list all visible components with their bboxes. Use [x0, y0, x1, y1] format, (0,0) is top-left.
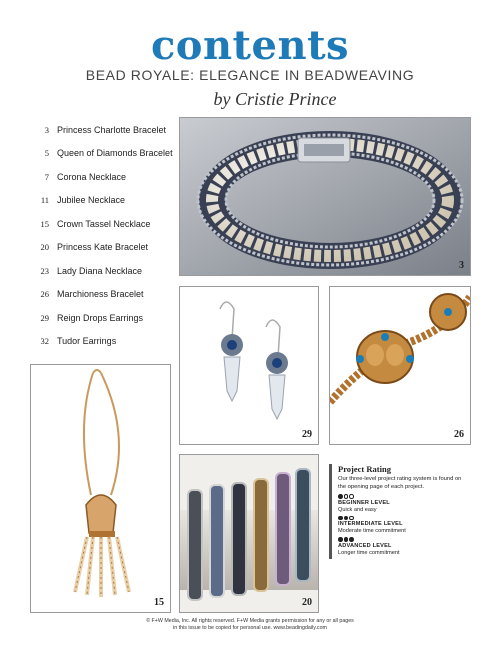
rating-description: Our three-level project rating system is found on the opening page of each project. — [338, 476, 462, 490]
empty-dot-icon — [344, 494, 349, 499]
toc-title: Reign Drops Earrings — [57, 312, 144, 323]
toc-item[interactable] — [28, 236, 188, 260]
toc-item[interactable] — [28, 283, 188, 307]
table-of-contents — [28, 118, 188, 353]
photo-page-number: 20 — [302, 597, 312, 608]
filled-dot-icon — [344, 516, 349, 521]
author-byline: by Cristie Prince — [213, 89, 337, 109]
level-detail: Moderate time commitment — [338, 528, 406, 534]
toc-title: Crown Tassel Necklace — [57, 218, 151, 229]
toc-item[interactable] — [28, 142, 188, 166]
copyright-footer — [0, 618, 500, 632]
rating-level-intermediate — [338, 516, 469, 536]
page-title: contents — [150, 22, 350, 69]
level-name: BEGINNER LEVEL — [338, 499, 390, 506]
toc-title: Queen of Diamonds Bracelet — [57, 148, 173, 159]
toc-page-number: 15 — [40, 218, 49, 229]
toc-page-number: 23 — [40, 265, 49, 276]
pearl-bracelet-photo[interactable] — [179, 117, 471, 276]
bronze-bracelet-photo[interactable] — [329, 286, 471, 445]
toc-title: Tudor Earrings — [57, 336, 117, 347]
toc-page-number: 20 — [40, 242, 49, 253]
toc-page-number: 3 — [44, 124, 49, 135]
rating-level-beginner — [338, 494, 469, 514]
toc-title: Lady Diana Necklace — [57, 265, 143, 276]
rating-title: Project Rating — [338, 464, 391, 474]
toc-page-number: 26 — [40, 289, 49, 300]
filled-dot-icon — [338, 537, 343, 542]
toc-title: Corona Necklace — [57, 171, 127, 182]
toc-title: Jubilee Necklace — [57, 195, 126, 206]
toc-page-number: 32 — [40, 336, 49, 347]
rating-dots — [338, 537, 469, 542]
toc-page-number: 7 — [44, 171, 49, 182]
filled-dot-icon — [338, 494, 343, 499]
photo-page-number: 29 — [302, 429, 312, 440]
level-name: INTERMEDIATE LEVEL — [338, 521, 403, 527]
level-detail: Quick and easy — [338, 506, 377, 513]
toc-item[interactable] — [28, 212, 188, 236]
project-rating-legend — [329, 464, 469, 559]
toc-page-number: 5 — [44, 148, 49, 159]
empty-dot-icon — [349, 494, 354, 499]
tassel-necklace-photo[interactable] — [30, 364, 171, 613]
photo-page-number: 26 — [454, 429, 464, 440]
photo-page-number: 3 — [459, 260, 464, 271]
rating-dots — [338, 494, 469, 499]
rating-level-advanced — [338, 537, 469, 557]
toc-title: Princess Charlotte Bracelet — [57, 124, 167, 135]
filled-dot-icon — [344, 537, 349, 542]
toc-item[interactable] — [28, 330, 188, 354]
toc-item[interactable] — [28, 306, 188, 330]
toc-item[interactable] — [28, 165, 188, 189]
toc-title: Marchioness Bracelet — [57, 289, 144, 300]
toc-item[interactable] — [28, 118, 188, 142]
toc-page-number: 11 — [40, 195, 49, 206]
copyright-line: © F+W Media, Inc. All rights reserved. F+W Media grants permission for any or all pages — [146, 618, 354, 624]
toc-item[interactable] — [28, 259, 188, 283]
toc-title: Princess Kate Bracelet — [57, 242, 149, 253]
toc-page-number: 29 — [40, 312, 49, 323]
rating-dots — [338, 516, 469, 521]
book-subtitle: BEAD ROYALE: ELEGANCE IN BEADWEAVING — [85, 67, 415, 83]
level-name: ADVANCED LEVEL — [338, 542, 392, 549]
filled-dot-icon — [338, 516, 343, 521]
earrings-photo[interactable] — [179, 286, 319, 445]
photo-page-number: 15 — [154, 597, 164, 608]
toc-item[interactable] — [28, 189, 188, 213]
empty-dot-icon — [349, 516, 354, 521]
stacked-bracelets-photo[interactable] — [179, 454, 319, 613]
level-detail: Longer time commitment — [338, 549, 400, 556]
copyright-line: in this issue to be copied for personal use. www.beadingdaily.com — [173, 625, 327, 631]
filled-dot-icon — [349, 537, 354, 542]
